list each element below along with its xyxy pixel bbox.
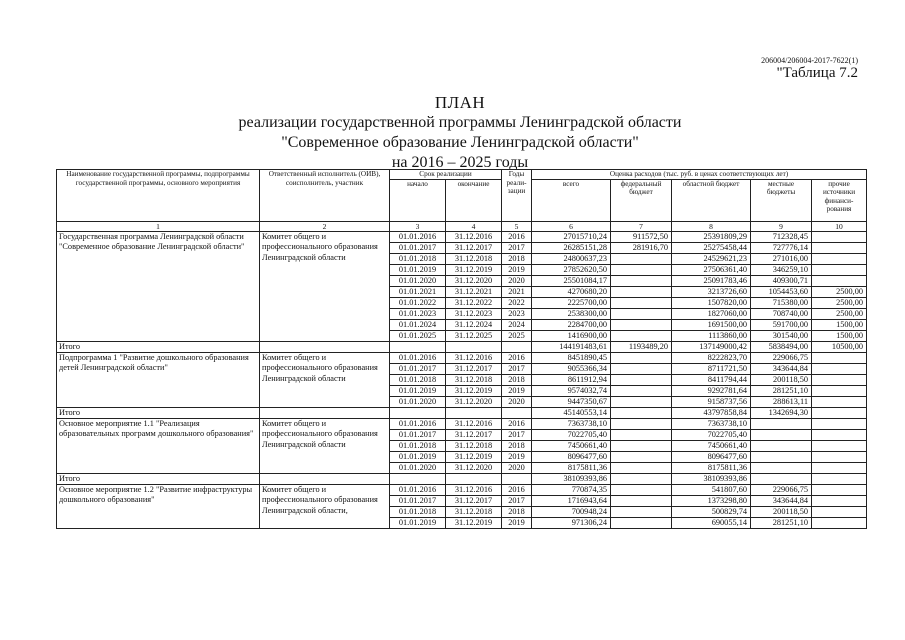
col-number: 6	[532, 221, 611, 231]
year: 2018	[502, 253, 532, 264]
plan-subtitle-1: реализации государственной программы Ленинградской области	[238, 114, 682, 131]
cost-regional: 8175811,36	[672, 462, 751, 473]
header-local: местные бюджеты	[751, 179, 812, 221]
cost-local: 288613,11	[751, 396, 812, 407]
cost-total: 27015710,24	[532, 231, 611, 242]
empty-cell	[446, 341, 502, 352]
cost-total: 9574032,74	[532, 385, 611, 396]
empty-cell	[390, 473, 446, 484]
col-number: 3	[390, 221, 446, 231]
col-number: 5	[502, 221, 532, 231]
header-responsible: Ответственный исполнитель (ОИВ), соисполнитель, участник	[260, 170, 390, 222]
year: 2025	[502, 330, 532, 341]
cost-local: 301540,00	[751, 330, 812, 341]
start-date: 01.01.2017	[390, 242, 446, 253]
col-number: 8	[672, 221, 751, 231]
item-name: Государственная программа Ленинградской области "Современное образование Ленинградской области"	[57, 231, 260, 341]
start-date: 01.01.2016	[390, 484, 446, 495]
end-date: 31.12.2017	[446, 363, 502, 374]
year: 2019	[502, 264, 532, 275]
cost-total: 1716943,64	[532, 495, 611, 506]
cost-total: 971306,24	[532, 517, 611, 528]
total-federal	[611, 407, 672, 418]
year: 2018	[502, 440, 532, 451]
item-name: Основное мероприятие 1.2 "Развитие инфраструктуры дошкольного образования"	[57, 484, 260, 528]
year: 2024	[502, 319, 532, 330]
end-date: 31.12.2019	[446, 517, 502, 528]
total-label: Итого	[57, 341, 260, 352]
header-other: прочие источники финанси-рования	[812, 179, 867, 221]
cost-local	[751, 418, 812, 429]
end-date: 31.12.2016	[446, 418, 502, 429]
cost-federal	[611, 506, 672, 517]
total-other	[812, 473, 867, 484]
end-date: 31.12.2022	[446, 297, 502, 308]
col-number: 2	[260, 221, 390, 231]
start-date: 01.01.2018	[390, 253, 446, 264]
cost-total: 2538300,00	[532, 308, 611, 319]
cost-regional: 27506361,40	[672, 264, 751, 275]
end-date: 31.12.2019	[446, 385, 502, 396]
item-name: Основное мероприятие 1.1 "Реализация образовательных программ дошкольного образования"	[57, 418, 260, 473]
cost-regional: 25275458,44	[672, 242, 751, 253]
end-date: 31.12.2021	[446, 286, 502, 297]
cost-federal	[611, 308, 672, 319]
cost-local: 712328,45	[751, 231, 812, 242]
empty-cell	[446, 407, 502, 418]
cost-local: 715380,00	[751, 297, 812, 308]
cost-other	[812, 363, 867, 374]
cost-total: 1416900,00	[532, 330, 611, 341]
start-date: 01.01.2017	[390, 363, 446, 374]
column-number-row	[57, 221, 867, 231]
empty-cell	[260, 473, 390, 484]
cost-other: 2500,00	[812, 297, 867, 308]
year: 2020	[502, 462, 532, 473]
total-regional: 43797858,84	[672, 407, 751, 418]
cost-total: 27852620,50	[532, 264, 611, 275]
col-number: 7	[611, 221, 672, 231]
cost-federal: 911572,50	[611, 231, 672, 242]
start-date: 01.01.2018	[390, 506, 446, 517]
start-date: 01.01.2018	[390, 440, 446, 451]
cost-local: 1054453,60	[751, 286, 812, 297]
cost-total: 7022705,40	[532, 429, 611, 440]
col-number: 10	[812, 221, 867, 231]
total-sum: 144191483,61	[532, 341, 611, 352]
cost-regional: 500829,74	[672, 506, 751, 517]
cost-other	[812, 275, 867, 286]
cost-other	[812, 451, 867, 462]
start-date: 01.01.2020	[390, 462, 446, 473]
total-sum: 38109393,86	[532, 473, 611, 484]
empty-cell	[446, 473, 502, 484]
end-date: 31.12.2020	[446, 275, 502, 286]
empty-cell	[260, 407, 390, 418]
cost-total: 700948,24	[532, 506, 611, 517]
total-other	[812, 407, 867, 418]
cost-local: 271016,00	[751, 253, 812, 264]
cost-other	[812, 517, 867, 528]
cost-other	[812, 374, 867, 385]
year: 2018	[502, 374, 532, 385]
cost-other	[812, 440, 867, 451]
cost-local: 281251,10	[751, 517, 812, 528]
title-block	[180, 93, 740, 173]
cost-other	[812, 506, 867, 517]
year: 2016	[502, 231, 532, 242]
empty-cell	[502, 407, 532, 418]
total-local: 5838494,00	[751, 341, 812, 352]
cost-regional: 3213726,60	[672, 286, 751, 297]
end-date: 31.12.2017	[446, 429, 502, 440]
cost-regional: 8222823,70	[672, 352, 751, 363]
cost-local: 346259,10	[751, 264, 812, 275]
responsible-executor: Комитет общего и профессионального образования Ленинградской области	[260, 352, 390, 407]
responsible-executor: Комитет общего и профессионального образования Ленинградской области,	[260, 484, 390, 528]
cost-total: 9055366,34	[532, 363, 611, 374]
header-regional: областной бюджет	[672, 179, 751, 221]
cost-total: 25501084,17	[532, 275, 611, 286]
cost-regional: 541807,60	[672, 484, 751, 495]
start-date: 01.01.2017	[390, 495, 446, 506]
cost-other: 2500,00	[812, 308, 867, 319]
cost-federal	[611, 374, 672, 385]
cost-total: 7363738,10	[532, 418, 611, 429]
cost-regional: 9292781,64	[672, 385, 751, 396]
cost-total: 24800637,23	[532, 253, 611, 264]
cost-federal	[611, 429, 672, 440]
cost-total: 26285151,28	[532, 242, 611, 253]
cost-regional: 1373298,80	[672, 495, 751, 506]
total-local: 1342694,30	[751, 407, 812, 418]
cost-federal	[611, 286, 672, 297]
total-row	[57, 341, 867, 352]
cost-regional: 8411794,44	[672, 374, 751, 385]
start-date: 01.01.2021	[390, 286, 446, 297]
responsible-executor: Комитет общего и профессионального образования Ленинградской области	[260, 418, 390, 473]
cost-regional: 8711721,50	[672, 363, 751, 374]
cost-other	[812, 253, 867, 264]
start-date: 01.01.2020	[390, 275, 446, 286]
end-date: 31.12.2016	[446, 231, 502, 242]
cost-federal	[611, 297, 672, 308]
year: 2023	[502, 308, 532, 319]
cost-total: 8175811,36	[532, 462, 611, 473]
empty-cell	[390, 341, 446, 352]
plan-subtitle-3: на 2016 – 2025 годы	[391, 154, 529, 171]
cost-federal	[611, 330, 672, 341]
table-row	[57, 352, 867, 363]
cost-regional: 7363738,10	[672, 418, 751, 429]
year: 2019	[502, 451, 532, 462]
cost-total: 8451890,45	[532, 352, 611, 363]
cost-regional: 25091783,46	[672, 275, 751, 286]
cost-total: 2284700,00	[532, 319, 611, 330]
start-date: 01.01.2017	[390, 429, 446, 440]
cost-local: 409300,71	[751, 275, 812, 286]
cost-other	[812, 429, 867, 440]
cost-other: 1500,00	[812, 330, 867, 341]
cost-federal	[611, 396, 672, 407]
start-date: 01.01.2019	[390, 264, 446, 275]
start-date: 01.01.2025	[390, 330, 446, 341]
plan-table	[56, 169, 867, 529]
total-label: Итого	[57, 473, 260, 484]
cost-federal	[611, 319, 672, 330]
end-date: 31.12.2025	[446, 330, 502, 341]
empty-cell	[502, 341, 532, 352]
cost-local: 343644,84	[751, 495, 812, 506]
cost-local: 591700,00	[751, 319, 812, 330]
total-sum: 45140553,14	[532, 407, 611, 418]
cost-local	[751, 451, 812, 462]
cost-regional: 7450661,40	[672, 440, 751, 451]
total-regional: 38109393,86	[672, 473, 751, 484]
empty-cell	[260, 341, 390, 352]
cost-other	[812, 231, 867, 242]
start-date: 01.01.2024	[390, 319, 446, 330]
cost-federal	[611, 484, 672, 495]
cost-federal	[611, 418, 672, 429]
year: 2016	[502, 418, 532, 429]
cost-federal	[611, 275, 672, 286]
cost-local: 200118,50	[751, 374, 812, 385]
col-number: 1	[57, 221, 260, 231]
cost-regional: 1827060,00	[672, 308, 751, 319]
cost-local: 708740,00	[751, 308, 812, 319]
table-row	[57, 231, 867, 242]
year: 2017	[502, 429, 532, 440]
end-date: 31.12.2016	[446, 352, 502, 363]
cost-federal	[611, 517, 672, 528]
cost-other: 1500,00	[812, 319, 867, 330]
cost-local	[751, 462, 812, 473]
end-date: 31.12.2019	[446, 451, 502, 462]
cost-other	[812, 495, 867, 506]
cost-other	[812, 396, 867, 407]
plan-title: ПЛАН	[434, 93, 486, 112]
total-local	[751, 473, 812, 484]
total-federal: 1193489,20	[611, 341, 672, 352]
end-date: 31.12.2020	[446, 396, 502, 407]
cost-total: 8611912,94	[532, 374, 611, 385]
header-federal: федеральный бюджет	[611, 179, 672, 221]
total-other: 10500,00	[812, 341, 867, 352]
start-date: 01.01.2016	[390, 231, 446, 242]
cost-local: 281251,10	[751, 385, 812, 396]
year: 2016	[502, 484, 532, 495]
cost-other	[812, 264, 867, 275]
plan-subtitle-2: "Современное образование Ленинградской области"	[281, 134, 639, 151]
cost-regional: 690055,14	[672, 517, 751, 528]
start-date: 01.01.2019	[390, 385, 446, 396]
year: 2017	[502, 363, 532, 374]
cost-federal	[611, 352, 672, 363]
cost-regional: 1507820,00	[672, 297, 751, 308]
end-date: 31.12.2016	[446, 484, 502, 495]
end-date: 31.12.2018	[446, 440, 502, 451]
cost-regional: 1691500,00	[672, 319, 751, 330]
cost-regional: 25391809,29	[672, 231, 751, 242]
header-end: окончание	[446, 179, 502, 221]
cost-regional: 8096477,60	[672, 451, 751, 462]
col-number: 9	[751, 221, 812, 231]
cost-regional: 9158737,56	[672, 396, 751, 407]
item-name: Подпрограмма 1 "Развитие дошкольного образования детей Ленинградской области"	[57, 352, 260, 407]
cost-federal	[611, 495, 672, 506]
end-date: 31.12.2018	[446, 506, 502, 517]
total-label: Итого	[57, 407, 260, 418]
header-row-1	[57, 170, 867, 180]
cost-total: 770874,35	[532, 484, 611, 495]
header-name: Наименование государственной программы, подпрограммы государственной программы, основного мероприятия	[57, 170, 260, 222]
cost-local	[751, 440, 812, 451]
year: 2017	[502, 495, 532, 506]
cost-total: 7450661,40	[532, 440, 611, 451]
cost-local: 200118,50	[751, 506, 812, 517]
header-years: Годы реали-зации	[502, 170, 532, 222]
cost-other	[812, 242, 867, 253]
year: 2021	[502, 286, 532, 297]
cost-local	[751, 429, 812, 440]
total-row	[57, 407, 867, 418]
header-term: Срок реализации	[390, 170, 502, 180]
cost-federal	[611, 253, 672, 264]
total-row	[57, 473, 867, 484]
table-number: "Таблица 7.2	[776, 65, 858, 81]
empty-cell	[502, 473, 532, 484]
cost-federal	[611, 363, 672, 374]
col-number: 4	[446, 221, 502, 231]
cost-regional: 1113860,00	[672, 330, 751, 341]
year: 2019	[502, 385, 532, 396]
cost-other	[812, 352, 867, 363]
end-date: 31.12.2020	[446, 462, 502, 473]
start-date: 01.01.2020	[390, 396, 446, 407]
year: 2020	[502, 275, 532, 286]
cost-federal	[611, 462, 672, 473]
start-date: 01.01.2023	[390, 308, 446, 319]
end-date: 31.12.2019	[446, 264, 502, 275]
document-id: 206004/206004-2017-7622(1)	[761, 56, 858, 65]
year: 2017	[502, 242, 532, 253]
start-date: 01.01.2016	[390, 352, 446, 363]
cost-federal	[611, 385, 672, 396]
cost-local: 343644,84	[751, 363, 812, 374]
cost-federal	[611, 264, 672, 275]
empty-cell	[390, 407, 446, 418]
cost-local: 727776,14	[751, 242, 812, 253]
cost-other	[812, 385, 867, 396]
year: 2020	[502, 396, 532, 407]
cost-other	[812, 484, 867, 495]
cost-other: 2500,00	[812, 286, 867, 297]
end-date: 31.12.2017	[446, 495, 502, 506]
cost-total: 9447350,67	[532, 396, 611, 407]
cost-regional: 7022705,40	[672, 429, 751, 440]
start-date: 01.01.2022	[390, 297, 446, 308]
start-date: 01.01.2018	[390, 374, 446, 385]
year: 2016	[502, 352, 532, 363]
cost-local: 229066,75	[751, 352, 812, 363]
cost-federal	[611, 451, 672, 462]
cost-other	[812, 462, 867, 473]
cost-federal: 281916,70	[611, 242, 672, 253]
cost-federal	[611, 440, 672, 451]
start-date: 01.01.2019	[390, 451, 446, 462]
year: 2022	[502, 297, 532, 308]
table-row	[57, 484, 867, 495]
total-regional: 137149000,42	[672, 341, 751, 352]
end-date: 31.12.2017	[446, 242, 502, 253]
total-federal	[611, 473, 672, 484]
end-date: 31.12.2018	[446, 374, 502, 385]
cost-local: 229066,75	[751, 484, 812, 495]
table-row	[57, 418, 867, 429]
responsible-executor: Комитет общего и профессионального образования Ленинградской области	[260, 231, 390, 341]
cost-regional: 24529621,23	[672, 253, 751, 264]
end-date: 31.12.2018	[446, 253, 502, 264]
header-cost: Оценка расходов (тыс. руб. в ценах соответствующих лет)	[532, 170, 867, 180]
header-total: всего	[532, 179, 611, 221]
year: 2018	[502, 506, 532, 517]
cost-total: 4270680,20	[532, 286, 611, 297]
cost-total: 2225700,00	[532, 297, 611, 308]
year: 2019	[502, 517, 532, 528]
header-start: начало	[390, 179, 446, 221]
cost-other	[812, 418, 867, 429]
start-date: 01.01.2016	[390, 418, 446, 429]
end-date: 31.12.2024	[446, 319, 502, 330]
cost-total: 8096477,60	[532, 451, 611, 462]
start-date: 01.01.2019	[390, 517, 446, 528]
end-date: 31.12.2023	[446, 308, 502, 319]
